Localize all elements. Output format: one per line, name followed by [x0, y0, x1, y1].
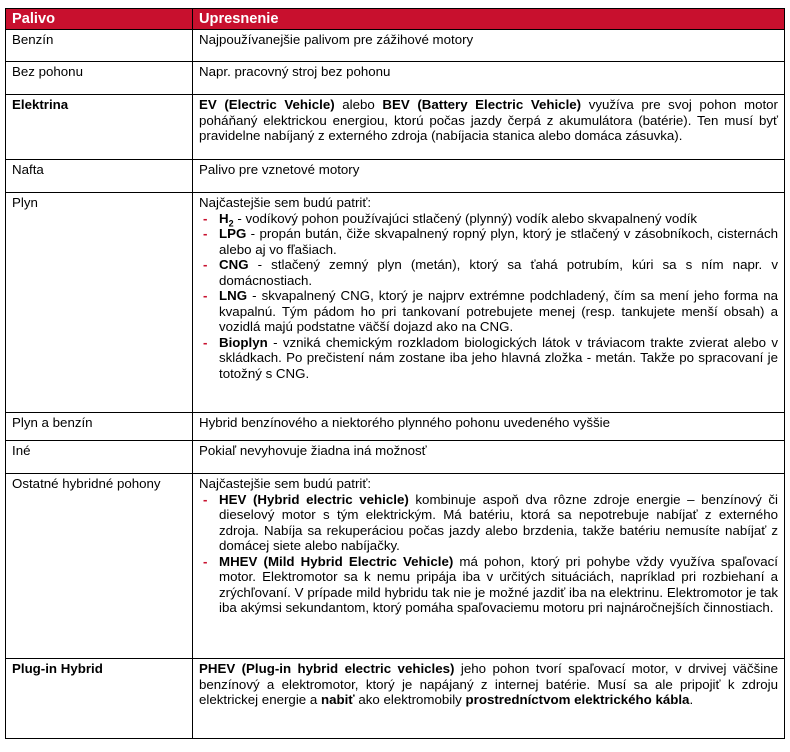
header-upresnenie: Upresnenie: [193, 9, 785, 30]
list-item: [199, 335, 778, 382]
bold-term: nabiť: [320, 692, 355, 707]
fuel-types-table: [5, 8, 785, 739]
list-item: [199, 554, 778, 616]
hybrid-types-list: [199, 492, 778, 616]
term: Bioplyn: [219, 334, 268, 350]
item-text: kombinuje aspoň dva rôzne zdroje energie – benzínový či dieselový motor s tým elektrickým. Má batériu, ktorá sa nepotrebuje nabíjať z externého zdroja. Nabíja sa rekuperáciou počas jazdy alebo brzdenia, takže batériu nemusíte nabíjať z domácej siete alebo nabíjačky.: [219, 491, 778, 553]
dash-bullet: -: [203, 257, 208, 272]
fuel-description: [193, 659, 785, 739]
dash-bullet: -: [203, 226, 208, 241]
desc-text: alebo: [334, 97, 383, 112]
term: H: [219, 210, 229, 226]
list-item: [199, 226, 778, 257]
table-header-row: [6, 9, 785, 30]
fuel-name: Bez pohonu: [6, 62, 193, 95]
dash-bullet: -: [203, 288, 208, 303]
header-palivo: Palivo: [6, 9, 193, 30]
subscript: 2: [228, 218, 234, 229]
table-row: [6, 160, 785, 193]
fuel-description: Napr. pracovný stroj bez pohonu: [193, 62, 785, 95]
list-item: [199, 257, 778, 288]
desc-text: využíva pre svoj pohon motor poháňaný elektrickou energiou, ktorú počas jazdy čerpá z akumulátora (batérie). Ten musí byť pravidelne nabíjaný z externého zdroja (nabíjacia stanica alebo domáca zásuvka).: [199, 97, 778, 143]
fuel-description: Pokiaľ nevyhovuje žiadna iná možnosť: [193, 441, 785, 474]
list-item: [199, 492, 778, 554]
fuel-name: Ostatné hybridné pohony: [6, 474, 193, 659]
item-text: - vodíkový pohon používajúci stlačený (plynný) vodík alebo skvapalnený vodík: [233, 210, 698, 226]
desc-text: ako elektromobily: [354, 692, 466, 707]
fuel-name: [6, 95, 193, 160]
table-row: [6, 30, 785, 62]
fuel-name-bold: Elektrina: [12, 97, 69, 112]
table-row: [6, 413, 785, 441]
item-text: - skvapalnený CNG, ktorý je najprv extrémne podchladený, čím sa mení jeho forma na kvapalnú. Tým pádom ho pri tankovaní potrebujete menej (resp. tankujete menší obsah) a vozidlá majú podstatne väčší dojazd ako na CNG.: [219, 288, 778, 334]
table-row: [6, 474, 785, 659]
fuel-description: Hybrid benzínového a niektorého plynného pohonu uvedeného vyššie: [193, 413, 785, 441]
table-row: [6, 62, 785, 95]
fuel-name: Plyn: [6, 193, 193, 413]
fuel-name: [6, 659, 193, 739]
fuel-description: [193, 95, 785, 160]
item-text: má pohon, ktorý pri pohybe vždy využíva spaľovací motor. Elektromotor sa k nemu pripája iba v určitých situáciách, napríklad pri rozbiehaní a zrýchľovaní. V prípade mild hybridu tak nie je možné jazdiť iba na elektrinu. Elektromotor je tak iba akýmsi sekundantom, ktorý pomáha spaľovaciemu motoru pri najnáročnejších činnostiach.: [219, 553, 778, 615]
ev-term: EV (Electric Vehicle): [199, 97, 335, 112]
desc-text: .: [689, 692, 694, 707]
item-text: - propán bután, čiže skvapalnený ropný plyn, ktorý je stlačený v zásobníkoch, cisternách alebo aj vo fľašiach.: [219, 226, 778, 257]
list-intro: Najčastejšie sem budú patriť:: [199, 476, 372, 491]
term: MHEV (Mild Hybrid Electric Vehicle): [219, 553, 454, 569]
table-row: [6, 441, 785, 474]
fuel-description: Najpoužívanejšie palivom pre zážihové motory: [193, 30, 785, 62]
fuel-description: Palivo pre vznetové motory: [193, 160, 785, 193]
fuel-name: Iné: [6, 441, 193, 474]
fuel-description: [193, 193, 785, 413]
list-intro: Najčastejšie sem budú patriť:: [199, 195, 372, 210]
item-text: - vzniká chemickým rozkladom biologických látok v tráviacom trakte zvierat alebo v skládkach. Po prečistení nám zostane iba jeho hlavná zložka - metán. Takže po spracovaní je totožný s CNG.: [219, 334, 778, 381]
dash-bullet: -: [203, 553, 208, 569]
desc-text: jeho pohon tvorí spaľovací motor, v drvivej väčšine benzínový a elektromotor, ktorý je napájaný z internej batérie. Musí sa ale pripojiť k zdroju elektrickej energie a: [199, 661, 778, 707]
fuel-description: [193, 474, 785, 659]
fuel-name: Plyn a benzín: [6, 413, 193, 441]
bold-term: prostredníctvom elektrického kábla: [465, 692, 690, 707]
fuel-name: Nafta: [6, 160, 193, 193]
bev-term: BEV (Battery Electric Vehicle): [382, 97, 582, 112]
table-row: [6, 659, 785, 739]
dash-bullet: -: [203, 334, 208, 350]
fuel-name-bold: Plug-in Hybrid: [12, 661, 103, 676]
list-item: [199, 288, 778, 335]
table-row: [6, 193, 785, 413]
term: LNG: [219, 288, 248, 303]
term: LPG: [219, 226, 247, 241]
term: CNG: [219, 257, 249, 272]
dash-bullet: -: [203, 491, 208, 507]
list-item: [199, 211, 778, 227]
table-row: [6, 95, 785, 160]
term: HEV (Hybrid electric vehicle): [219, 491, 409, 507]
dash-bullet: -: [203, 210, 208, 226]
gas-types-list: [199, 211, 778, 382]
phev-term: PHEV (Plug-in hybrid electric vehicles): [199, 661, 455, 676]
fuel-name: Benzín: [6, 30, 193, 62]
item-text: - stlačený zemný plyn (metán), ktorý sa ťahá potrubím, kúri sa s ním napr. v domácnostiach.: [219, 257, 778, 288]
